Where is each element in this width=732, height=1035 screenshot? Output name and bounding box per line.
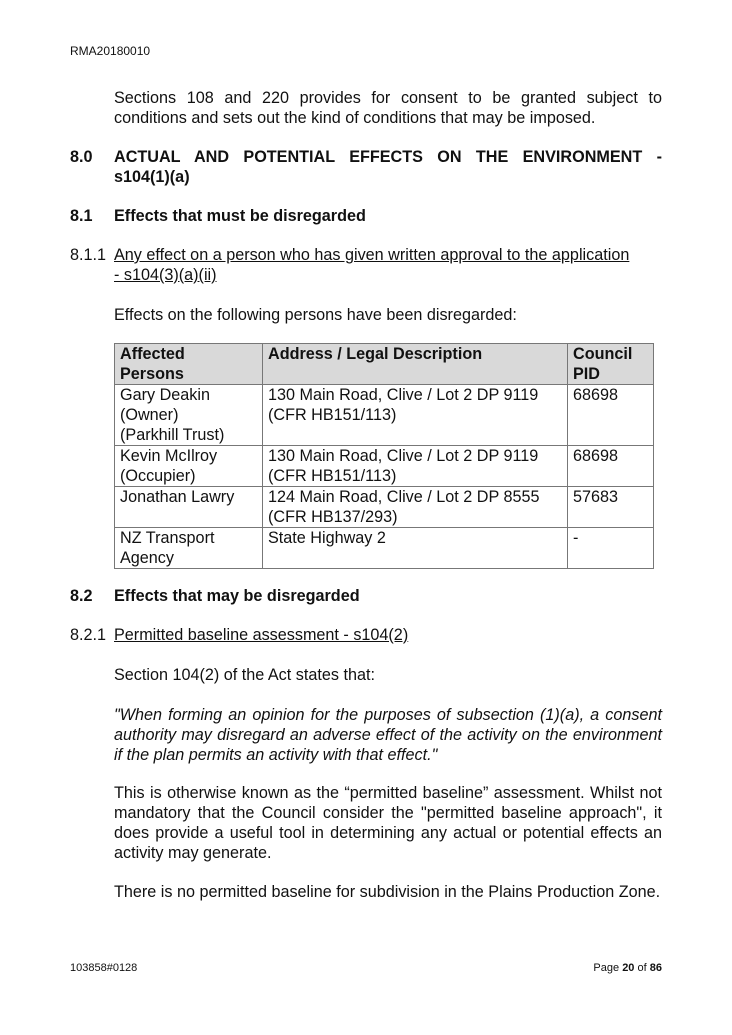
- cell-pid: 57683: [568, 487, 654, 528]
- cell-pid: 68698: [568, 385, 654, 446]
- table-row: [115, 446, 654, 487]
- footer-doc-id: 103858#0128: [70, 962, 138, 974]
- header-affected-persons: Affected Persons: [115, 344, 263, 385]
- table-row: [115, 385, 654, 446]
- section-8-2-1-intro: Section 104(2) of the Act states that:: [114, 666, 375, 684]
- section-8-0-number: 8.0: [70, 148, 93, 166]
- statutory-quote: "When forming an opinion for the purposes of subsection (1)(a), a consent authority may disregard an adverse effect of the activity on the environment if the plan permits an activity with that effect.": [114, 706, 662, 764]
- section-8-2-1-number: 8.2.1: [70, 626, 107, 644]
- section-8-1-number: 8.1: [70, 207, 93, 225]
- table-header-row: [115, 344, 654, 385]
- section-8-2-title: Effects that may be disregarded: [114, 587, 360, 605]
- cell-person: Kevin McIlroy (Occupier): [115, 446, 263, 487]
- cell-pid: -: [568, 528, 654, 569]
- cell-address: 130 Main Road, Clive / Lot 2 DP 9119 (CFR HB151/113): [263, 446, 568, 487]
- header-council-pid: Council PID: [568, 344, 654, 385]
- cell-address: State Highway 2: [263, 528, 568, 569]
- no-baseline-paragraph: There is no permitted baseline for subdivision in the Plains Production Zone.: [114, 883, 661, 901]
- header-address: Address / Legal Description: [263, 344, 568, 385]
- section-8-2-number: 8.2: [70, 587, 93, 605]
- section-8-0-title-line1: ACTUAL AND POTENTIAL EFFECTS ON THE ENVIRONMENT -: [114, 148, 662, 166]
- table-row: [115, 528, 654, 569]
- section-8-1-1-lead: Effects on the following persons have been disregarded:: [114, 306, 517, 324]
- cell-person: Jonathan Lawry: [115, 487, 263, 528]
- section-8-0-title-line2: s104(1)(a): [114, 168, 190, 186]
- section-8-1-1-number: 8.1.1: [70, 246, 107, 264]
- footer-page-number: Page 20 of 86: [593, 962, 662, 974]
- table-row: [115, 487, 654, 528]
- cell-address: 130 Main Road, Clive / Lot 2 DP 9119 (CFR HB151/113): [263, 385, 568, 446]
- section-8-1-title: Effects that must be disregarded: [114, 207, 366, 225]
- section-8-2-1-title: Permitted baseline assessment - s104(2): [114, 626, 409, 644]
- section-8-1-1-title-line2: - s104(3)(a)(ii): [114, 266, 217, 284]
- section-8-1-1-title-line1: Any effect on a person who has given written approval to the application: [114, 246, 630, 264]
- cell-person: NZ Transport Agency: [115, 528, 263, 569]
- cell-address: 124 Main Road, Clive / Lot 2 DP 8555 (CFR HB137/293): [263, 487, 568, 528]
- intro-paragraph: Sections 108 and 220 provides for consent to be granted subject to conditions and sets out the kind of conditions that may be imposed.: [114, 89, 662, 127]
- cell-pid: 68698: [568, 446, 654, 487]
- cell-person: Gary Deakin (Owner) (Parkhill Trust): [115, 385, 263, 446]
- permitted-baseline-paragraph: This is otherwise known as the “permitted baseline” assessment. Whilst not mandatory that the Council consider the "permitted baseline approach", it does provide a useful tool in determining any actual or potential effects an activity may generate.: [114, 784, 662, 862]
- document-reference: RMA20180010: [70, 44, 151, 58]
- affected-persons-table: [114, 343, 654, 569]
